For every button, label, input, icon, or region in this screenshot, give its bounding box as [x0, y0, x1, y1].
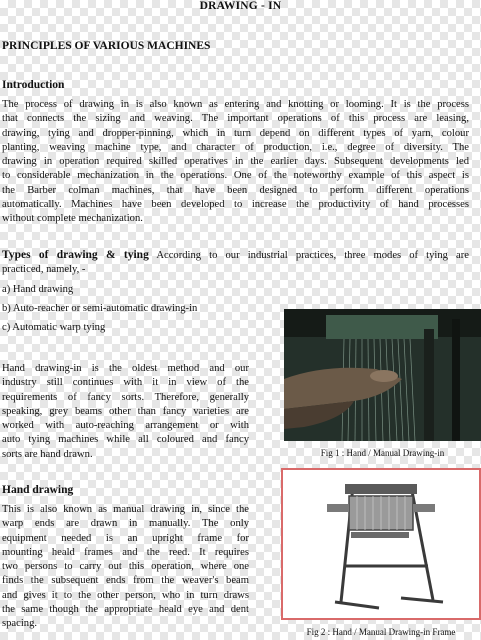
section-heading: PRINCIPLES OF VARIOUS MACHINES [2, 40, 211, 52]
intro-line: to considerable mechanization in the operations. One of the noteworthy example of this aspect is [2, 170, 469, 182]
hand-drawing-line: This is also known as manual drawing in, since the [2, 504, 249, 515]
hand-drawing-line: and gives it to the other person, who in turn draws [2, 589, 249, 601]
hand-drawing-line: mounting heald frames and the reed. It requires [2, 546, 249, 558]
hand-intro-line: speaking, grey beams other than fancy varieties are [2, 405, 249, 417]
figure-1-caption: Fig 1 : Hand / Manual Drawing-in [320, 448, 445, 458]
hand-drawing-line: spacing. [2, 618, 38, 630]
intro-line: that connects the sizing and weaving. The important operations of this process are leasing, [2, 113, 469, 125]
hand-intro-line: industry still continues with it in view of the [2, 377, 249, 389]
intro-line: drawing in operation required skilled operatives in the earlier days. Subsequent developments led [2, 156, 469, 168]
photo-illustration [284, 309, 481, 441]
hand-intro-line: auto tying machines while all coloured and fancy [2, 434, 249, 446]
hand-drawing-in-photo [284, 309, 481, 441]
hand-drawing-line: finds the subsequent ends from the weaver's beam [2, 575, 249, 587]
intro-line: planting, weaving machine type, and character of production, i.e., degree of diversity. The [2, 141, 469, 153]
hand-drawing-paragraph [2, 503, 249, 632]
intro-paragraph [2, 98, 469, 227]
list-item: b) Auto-reacher or semi-automatic drawing-in [2, 303, 198, 314]
types-paragraph [2, 248, 469, 278]
hand-drawing-heading: Hand drawing [2, 484, 74, 496]
types-heading: Types of drawing & tying [2, 249, 149, 261]
intro-line: without complete mechanization. [2, 213, 143, 225]
intro-line: drawing, tying and dropper-pinning, which in turn depend on different types of yarn, colour [2, 127, 469, 139]
figure-2-caption: Fig 2 : Hand / Manual Drawing-in Frame [306, 627, 456, 637]
hand-intro-line: worked with auto-reaching arrangement or with [2, 420, 249, 432]
frame-illustration [283, 470, 479, 618]
hand-intro-line: Hand drawing-in is the oldest method and our [2, 363, 249, 374]
drawing-in-frame-photo [281, 468, 481, 620]
intro-heading: Introduction [2, 79, 65, 91]
intro-line: The process of drawing in is also known as entering and knotting or looming. It is the process [2, 99, 469, 110]
hand-intro-line: requirements of fancy sorts. Therefore, generally [2, 391, 249, 403]
hand-intro-line: sorts are hand drawn. [2, 448, 93, 460]
intro-line: the Barber colman machines, that have been designed to perform different operations [2, 184, 469, 196]
list-item: a) Hand drawing [2, 284, 74, 295]
intro-line: automatically. Machines have been developed to increase the productivity of hand processes [2, 199, 469, 211]
hand-drawing-line: equipment needed is an upright frame for [2, 532, 249, 544]
hand-intro-paragraph [2, 362, 249, 462]
page-title: DRAWING - IN [199, 0, 282, 12]
hand-drawing-line: the same though the appropriate heald eye and dent [2, 604, 249, 616]
types-line-1 [2, 248, 469, 263]
hand-drawing-line: warp ends are drawn in manually. The only [2, 518, 249, 530]
types-line-2: practiced, namely, - [2, 264, 86, 276]
list-item: c) Automatic warp tying [2, 322, 106, 333]
hand-drawing-line: two persons to carry out this operation, where one [2, 561, 249, 573]
types-intro-text: According to our industrial practices, three modes of tying are [148, 250, 469, 261]
